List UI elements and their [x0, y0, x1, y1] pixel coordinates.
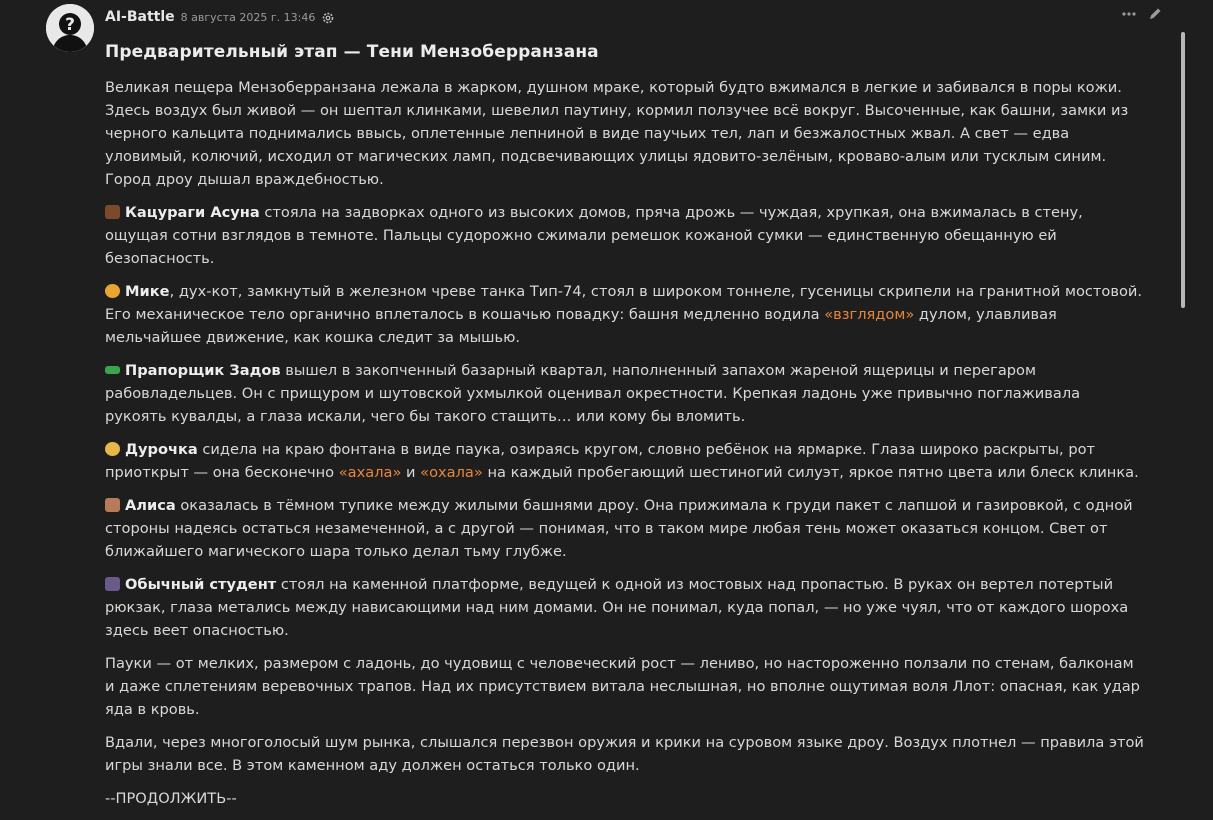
character-name: Обычный студент — [125, 576, 277, 593]
character-name: Прапорщик Задов — [125, 362, 281, 379]
character-paragraph: Кацураги Асуна стояла на задворках одного из высоких домов, пряча дрожь — чуждая, хрупкая, она вжималась в стену, ощущая сотни взглядов в темноте. Пальцы судорожно сжимали ремешок кожаной сумки — единственную обещанную ей безопасность. — [105, 204, 1083, 267]
continue-text: --ПРОДОЛЖИТЬ-- — [105, 790, 237, 807]
distance-paragraph: Вдали, через многоголосый шум рынка, слышался перезвон оружия и крики на суровом языке дроу. Воздух плотнел — правила этой игры знали все. В этом каменном аду должен остаться только один. — [105, 734, 1144, 774]
dizzy-face-icon — [105, 442, 120, 456]
character-name: Кацураги Асуна — [125, 204, 260, 221]
spiders-paragraph: Пауки — от мелких, размером с ладонь, до чудовищ с человеческий рост — лениво, но настороженно ползали по стенам, балконам и даже сплетениям веревочных трапов. Над их присутствием витала неслышная, но вполне ощутимая воля Ллот: опасная, как удар яда в кровь. — [105, 655, 1140, 718]
character-name: Дурочка — [125, 441, 198, 458]
post-actions — [1121, 6, 1163, 22]
post-body — [105, 76, 1145, 820]
more-icon[interactable] — [1121, 6, 1137, 22]
highlight-text: «ахала» — [338, 464, 402, 481]
character-name: Алиса — [125, 497, 176, 514]
post-title: Предварительный этап — Тени Мензоберранзана — [105, 42, 599, 62]
graduation-cap-icon — [105, 577, 120, 591]
post-header — [105, 7, 335, 27]
author-avatar[interactable] — [46, 4, 94, 52]
gear-icon — [321, 10, 335, 24]
character-name: Мике — [125, 283, 170, 300]
highlight-text: «взглядом» — [824, 306, 915, 323]
briefcase-icon — [105, 205, 120, 219]
svg-text:?: ? — [65, 15, 75, 35]
intro-paragraph: Великая пещера Мензоберранзана лежала в жарком, душном мраке, который будто вжимался в легкие и забивался в поры кожи. Здесь воздух был живой — он шептал клинками, шевелил паутину, кормил ползучее всё вокруг. Высоченные, как башни, замки из черного кальцита поднимались ввысь, оплетенные лепниной в виде паучьих тел, лап и безжалостных жвал. А свет — едва уловимый, колючий, исходил от магических ламп, подсвечивающих улицы ядовито-зелёным, кроваво-алым или тусклым синим. Город дроу дышал враждебностью. — [105, 79, 1129, 188]
character-paragraph: Прапорщик Задов вышел в закопченный базарный квартал, наполненный запахом жареной ящерицы и перегаром рабовладельцев. Он с прищуром и шутовской ухмылкой оценивал окрестности. Крепкая ладонь уже привычно поглаживала рукоять кувалды, а глаза искали, чего бы такого стащить… или кому бы вломить. — [105, 362, 1081, 425]
scrollbar-thumb[interactable] — [1181, 32, 1185, 308]
character-paragraph: Мике, дух-кот, замкнутый в железном чреве танка Тип-74, стоял в широком тоннеле, гусеницы скрипели на гранитной мостовой. Его механическое тело органично вплеталось в кошачью повадку: башня медленно водила «взглядом» дулом, улавливая мельчайшее движение, как кошка следит за мышью. — [105, 283, 1142, 346]
cat-face-icon — [105, 284, 120, 298]
handbag-icon — [105, 498, 120, 512]
author-name[interactable]: AI-Battle — [105, 9, 175, 25]
character-paragraph: Дурочка сидела на краю фонтана в виде паука, озираясь кругом, словно ребёнок на ярмарке. Глаза широко раскрыты, рот приоткрыт — она бесконечно «ахала» и «охала» на каждый пробегающий шестиногий силуэт, яркое пятно цвета или блеск клинка. — [105, 441, 1139, 481]
highlight-text: «охала» — [420, 464, 483, 481]
pencil-icon[interactable] — [1147, 6, 1163, 22]
post-date[interactable]: 8 августа 2025 г. 13:46 — [180, 10, 316, 24]
character-paragraph: Алиса оказалась в тёмном тупике между жилыми башнями дроу. Она прижимала к груди пакет с лапшой и газировкой, с одной стороны надеясь остаться незамеченной, а с другой — понимая, что в таком мире любая тень может оказаться концом. Свет от ближайшего магического шара только делал тьму глубже. — [105, 497, 1133, 560]
water-pistol-icon — [105, 366, 120, 374]
character-paragraph: Обычный студент стоял на каменной платформе, ведущей к одной из мостовых над пропастью. В руках он вертел потертый рюкзак, глаза метались между нависающими над ним домами. Он не понимал, куда попал, — но уже чуял, что от каждого шороха здесь веет опасностью. — [105, 576, 1129, 639]
